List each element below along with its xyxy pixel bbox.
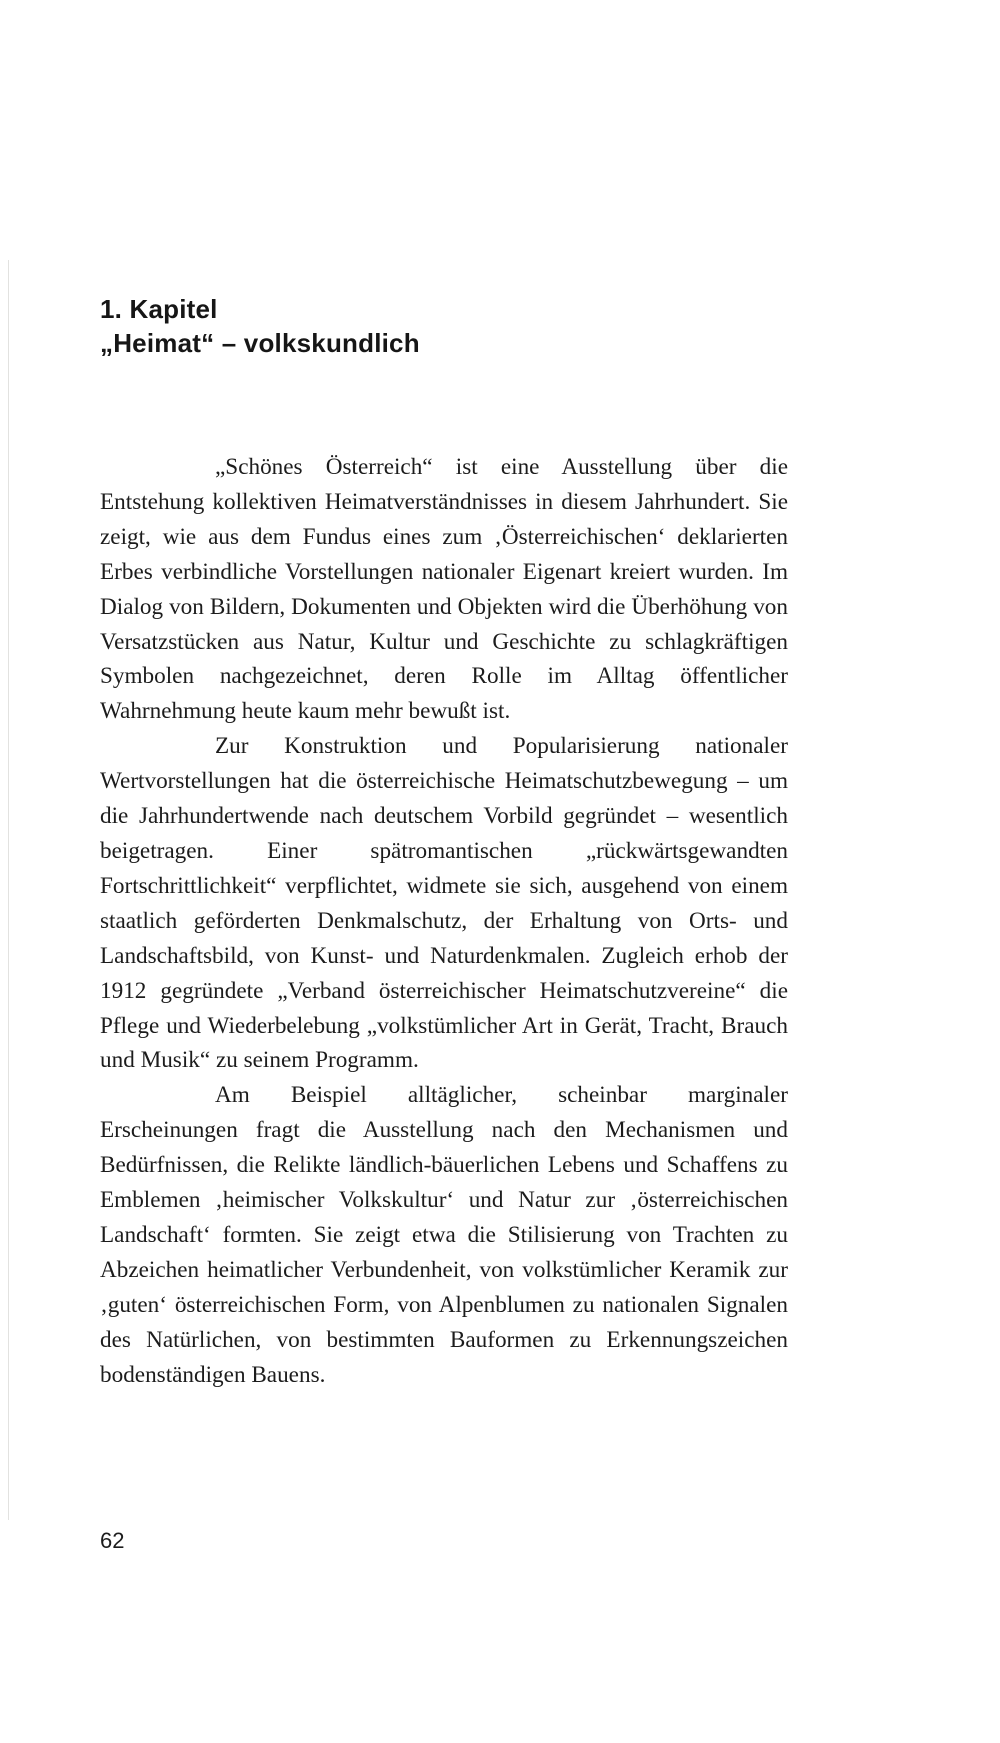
scan-edge-line [8,260,9,1520]
page-number: 62 [100,1528,125,1553]
paragraph: Am Beispiel alltäglicher, scheinbar marginaler Erscheinungen fragt die Ausstellung nach den Mechanismen und Bedürfnissen, die Relikte ländlich-bäuerlichen Lebens und Schaffens zu Emblemen ‚heimischer Volkskultur‘ und Natur zur ‚österreichischen Landschaft‘ formten. Sie zeigt etwa die Stilisierung von Trachten zu Abzeichen heimatlicher Verbundenheit, von volkstümlicher Keramik zur ‚guten‘ österreichischen Form, von Alpenblumen zu nationalen Signalen des Natürlichen, von bestimmten Bauformen zu Erkennungszeichen bodenständigen Bauens. [100,1082,788,1388]
chapter-title: „Heimat“ – volkskundlich [100,328,420,358]
chapter-heading [100,292,420,360]
chapter-number: 1. Kapitel [100,294,218,324]
paragraph: „Schönes Österreich“ ist eine Ausstellung über die Entstehung kollektiven Heimatverständnisses in diesem Jahrhundert. Sie zeigt, wie aus dem Fundus eines zum ‚Österreichischen‘ deklarierten Erbes verbindliche Vorstellungen nationaler Eigenart kreiert wurden. Im Dialog von Bildern, Dokumenten und Objekten wird die Überhöhung von Versatzstücken aus Natur, Kultur und Geschichte zu schlagkräftigen Symbolen nachgezeichnet, deren Rolle im Alltag öffentlicher Wahrnehmung heute kaum mehr bewußt ist. [100,454,788,725]
paragraph: Zur Konstruktion und Popularisierung nationaler Wertvorstellungen hat die österreichische Heimatschutzbewegung – um die Jahrhundertwende nach deutschem Vorbild gegründet – wesentlich beigetragen. Einer spätromantischen „rückwärtsgewandten Fortschrittlichkeit“ verpflichtet, widmete sie sich, ausgehend von einem staatlich geförderten Denkmalschutz, der Erhaltung von Orts- und Landschaftsbild, von Kunst- und Naturdenkmalen. Zugleich erhob der 1912 gegründete „Verband österreichischer Heimatschutzvereine“ die Pflege und Wiederbelebung „volkstümlicher Art in Gerät, Tracht, Brauch und Musik“ zu seinem Programm. [100,733,788,1074]
body-text [100,450,788,1392]
